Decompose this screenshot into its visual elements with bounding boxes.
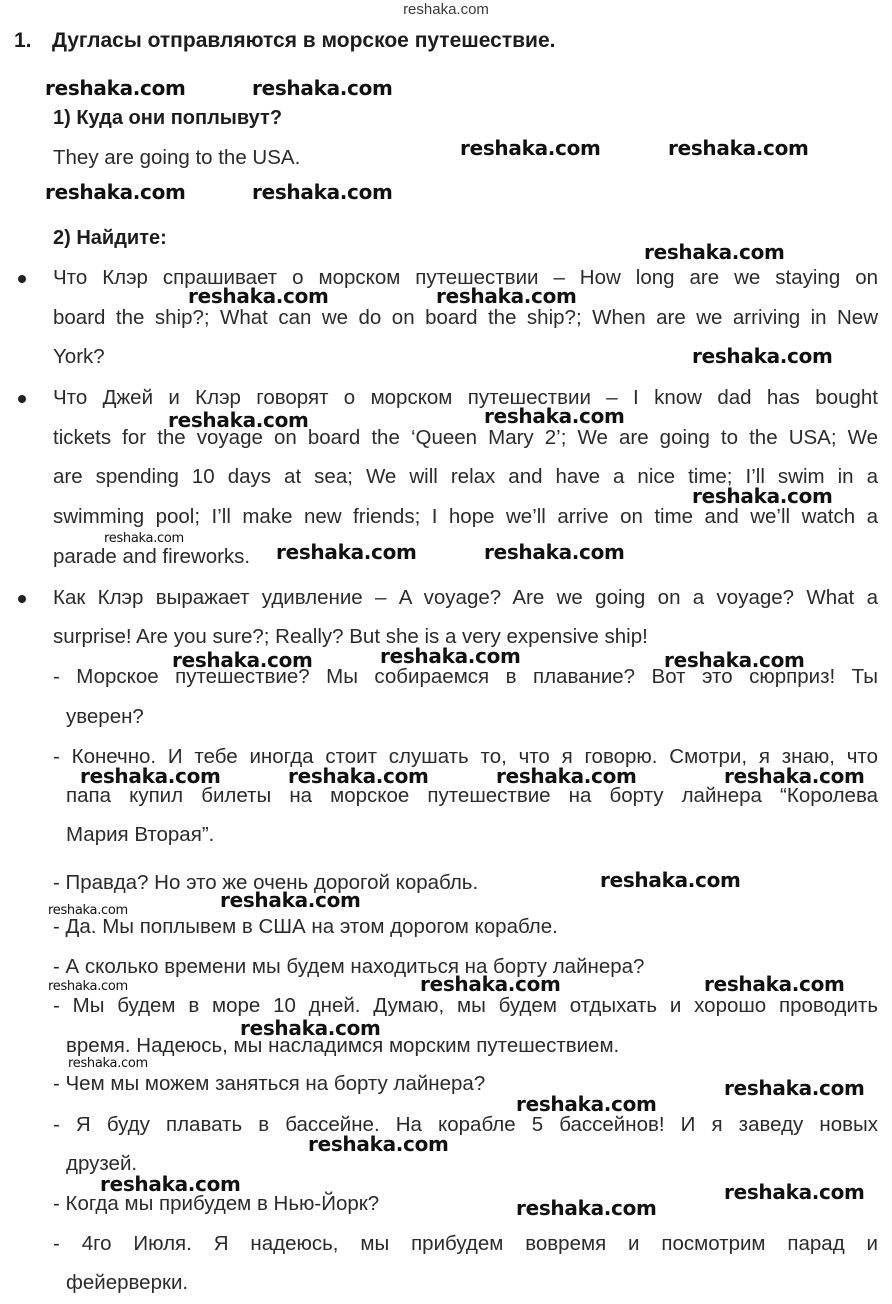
watermark: reshaka.com [664,648,805,672]
watermark: reshaka.com [220,888,361,912]
watermark: reshaka.com [496,764,637,788]
watermark: reshaka.com [484,404,625,428]
site-header: reshaka.com [403,1,489,18]
watermark: reshaka.com [724,1076,865,1100]
bullet-2-line: Что Джей и Клэр говорят о морском путешествии – I know dad has bought [53,386,878,409]
watermark: reshaka.com [48,903,128,918]
bullet-3-line: Как Клэр выражает удивление – A voyage? Are we going on a voyage? What a [53,586,878,609]
dialogue-line: фейерверки. [66,1271,189,1294]
watermark: reshaka.com [188,284,329,308]
watermark: reshaka.com [724,764,865,788]
question-1-label: 1) Куда они поплывут? [53,107,283,129]
watermark: reshaka.com [240,1016,381,1040]
watermark: reshaka.com [692,484,833,508]
watermark: reshaka.com [80,764,221,788]
watermark: reshaka.com [484,540,625,564]
watermark: reshaka.com [172,648,313,672]
watermark: reshaka.com [104,531,184,546]
dialogue-line: папа купил билеты на морское путешествие на борту лайнера “Королева [66,784,878,807]
bullet-1-line: Что Клэр спрашивает о морском путешествии – How long are we staying on [53,266,878,289]
bullet-1-line: York? [53,345,105,368]
dialogue-line: - Да. Мы поплывем в США на этом дорогом корабле. [53,915,558,938]
bullet-1-line: board the ship?; What can we do on board the ship?; When are we arriving in New [53,306,878,329]
exercise-number: 1. [14,29,32,52]
watermark: reshaka.com [48,979,128,994]
bullet-2-line: swimming pool; I’ll make new friends; I hope we’ll arrive on time and we’ll watch a [53,505,878,528]
watermark: reshaka.com [436,284,577,308]
bullet-2-line: tickets for the voyage on board the ‘Queen Mary 2’; We are going to the USA; We [53,426,878,449]
watermark: reshaka.com [420,972,561,996]
watermark: reshaka.com [380,644,521,668]
dialogue-line: друзей. [66,1152,138,1175]
watermark: reshaka.com [252,180,393,204]
exercise-title: Дугласы отправляются в морское путешествие. [52,29,556,52]
watermark: reshaka.com [168,408,309,432]
question-2-label: 2) Найдите: [53,227,167,249]
watermark: reshaka.com [276,540,417,564]
watermark: reshaka.com [100,1172,241,1196]
dialogue-line: - Правда? Но это же очень дорогой корабль. [53,871,479,894]
watermark: reshaka.com [45,180,186,204]
watermark: reshaka.com [288,764,429,788]
bullet-2-line: are spending 10 days at sea; We will relax and have a nice time; I’ll swim in a [53,465,878,488]
exercise-heading [14,29,555,53]
watermark: reshaka.com [516,1092,657,1116]
watermark: reshaka.com [644,240,785,264]
watermark: reshaka.com [308,1132,449,1156]
bullet-3-line: surprise! Are you sure?; Really? But she is a very expensive ship! [53,625,648,648]
dialogue-line: - А сколько времени мы будем находиться на борту лайнера? [53,955,645,978]
watermark: reshaka.com [516,1196,657,1220]
bullet-2-line: parade and fireworks. [53,545,251,568]
dialogue-line: время. Надеюсь, мы насладимся морским путешествием. [66,1034,620,1057]
watermark: reshaka.com [692,344,833,368]
watermark: reshaka.com [252,76,393,100]
question-1-answer: They are going to the USA. [53,146,301,169]
watermark: reshaka.com [460,136,601,160]
bullet-marker [18,595,26,603]
watermark: reshaka.com [45,76,186,100]
watermark: reshaka.com [668,136,809,160]
watermark: reshaka.com [68,1056,148,1071]
watermark: reshaka.com [704,972,845,996]
bullet-marker [18,275,26,283]
watermark: reshaka.com [724,1180,865,1204]
bullet-marker [18,395,26,403]
dialogue-line: - Мы будем в море 10 дней. Думаю, мы будем отдыхать и хорошо проводить [53,994,878,1017]
dialogue-line: - 4го Июля. Я надеюсь, мы прибудем вовремя и посмотрим парад и [53,1232,878,1255]
dialogue-line: - Чем мы можем заняться на борту лайнера? [53,1072,486,1095]
dialogue-line: - Я буду плавать в бассейне. На корабле 5 бассейнов! И я заведу новых [53,1113,878,1136]
dialogue-line: уверен? [66,705,144,728]
dialogue-line: - Морское путешествие? Мы собираемся в плавание? Вот это сюрприз! Ты [53,665,878,688]
watermark: reshaka.com [600,868,741,892]
dialogue-line: - Конечно. И тебе иногда стоит слушать то, что я говорю. Смотри, я знаю, что [53,745,878,768]
dialogue-line: - Когда мы прибудем в Нью-Йорк? [53,1192,380,1215]
dialogue-line: Мария Вторая”. [66,823,215,846]
